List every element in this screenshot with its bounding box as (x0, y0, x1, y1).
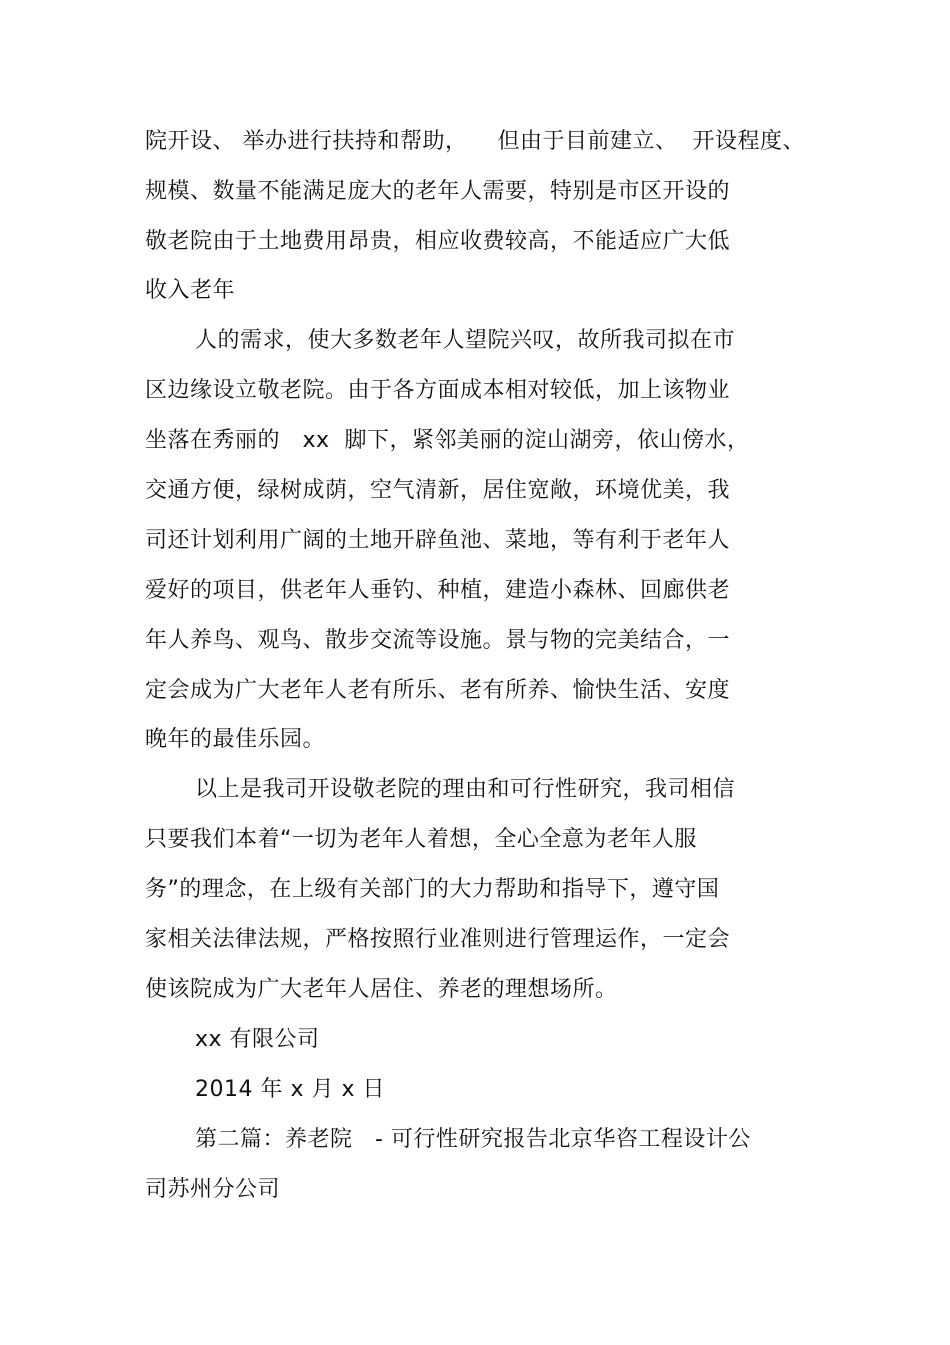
document-date: 2014 年 x 月 x 日 (195, 1077, 385, 1102)
section-heading-line: 司苏州分公司 (145, 1177, 281, 1202)
body-text-line: 交通方便，绿树成荫，空气清新，居住宽敞，环境优美，我 (145, 478, 731, 503)
body-text-line: 收入老年 (145, 278, 236, 303)
body-text-line: 坐落在秀丽的 xx 脚下，紧邻美丽的淀山湖旁，依山傍水， (145, 428, 750, 453)
paragraph-start-line: 以上是我司开设敬老院的理由和可行性研究，我司相信 (195, 777, 736, 802)
body-text-line: 务”的理念，在上级有关部门的大力帮助和指导下，遵守国 (145, 877, 720, 902)
body-text-line: 使该院成为广大老年人居住、养老的理想场所。 (145, 977, 618, 1002)
body-text-line: 年人养鸟、观鸟、散步交流等设施。景与物的完美结合，一 (145, 628, 731, 653)
section-heading-line: 第二篇：养老院 - 可行性研究报告北京华咨工程设计公 (195, 1127, 751, 1152)
paragraph-start-line: 人的需求，使大多数老年人望院兴叹，故所我司拟在市 (195, 328, 736, 353)
body-text-line: 爱好的项目，供老年人垂钓、种植，建造小森林、回廊供老 (145, 578, 731, 603)
body-text-line: 家相关法律法规，严格按照行业准则进行管理运作，一定会 (145, 927, 731, 952)
body-text-line: 敬老院由于土地费用昂贵，相应收费较高，不能适应广大低 (145, 229, 731, 254)
body-text-line: 只要我们本着“一切为老年人着想，全心全意为老年人服 (145, 827, 697, 852)
company-signature: xx 有限公司 (195, 1027, 320, 1052)
body-text-line: 晚年的最佳乐园。 (145, 727, 326, 752)
body-text-line: 定会成为广大老年人老有所乐、老有所养、愉快生活、安度 (145, 678, 731, 703)
body-text-line: 区边缘设立敬老院。由于各方面成本相对较低，加上该物业 (145, 378, 731, 403)
body-text-line: 院开设、 举办进行扶持和帮助， 但由于目前建立、 开设程度、 (145, 129, 805, 154)
body-text-line: 司还计划利用广阔的土地开辟鱼池、菜地，等有利于老年人 (145, 528, 731, 553)
body-text-line: 规模、数量不能满足庞大的老年人需要，特别是市区开设的 (145, 179, 731, 204)
